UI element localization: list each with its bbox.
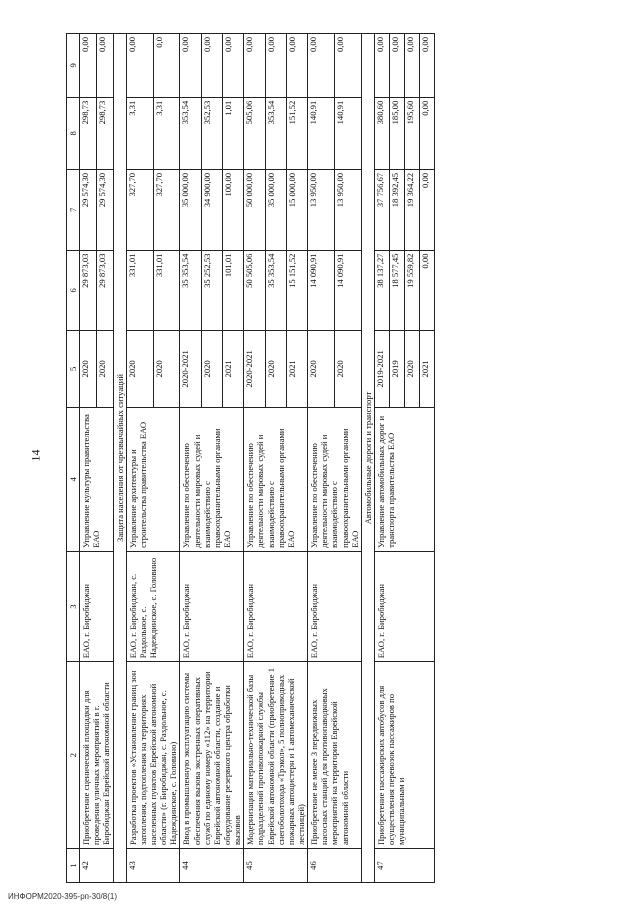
row-number: 44 — [180, 849, 244, 883]
other-cell: 0,00 — [201, 34, 222, 98]
regional-cell: 140,91 — [308, 97, 335, 169]
section-row — [361, 34, 374, 883]
total-cell: 35 353,54 — [265, 250, 286, 331]
regional-cell: 505,06 — [244, 97, 265, 169]
row-number: 42 — [80, 849, 113, 883]
location: ЕАО, г. Биробиджан — [374, 551, 434, 661]
period-cell: 2020 — [334, 331, 361, 407]
row-number: 47 — [374, 849, 434, 883]
period-cell: 2020 — [80, 331, 97, 407]
row-number: 43 — [126, 849, 180, 883]
executor: Управление культуры правительства ЕАО — [80, 407, 113, 551]
period-cell: 2020 — [201, 331, 222, 407]
column-header: 3 — [67, 551, 80, 661]
regional-cell: 1,01 — [222, 97, 243, 169]
regional-cell: 3,31 — [153, 97, 180, 169]
total-cell: 38 137,27 — [374, 250, 389, 331]
row-number: 45 — [244, 849, 308, 883]
period-cell: 2020 — [404, 331, 419, 407]
column-header: 9 — [67, 34, 80, 98]
total-cell: 14 090,91 — [334, 250, 361, 331]
location: ЕАО, г. Биробиджан — [308, 551, 362, 661]
column-header: 5 — [67, 331, 80, 407]
other-cell: 0,00 — [419, 34, 434, 98]
total-cell: 101,01 — [222, 250, 243, 331]
regional-cell: 353,54 — [265, 97, 286, 169]
other-cell: 0,00 — [404, 34, 419, 98]
period-cell: 2020-2021 — [180, 331, 201, 407]
section-title: Автомобильные дороги и транспорт — [361, 34, 374, 883]
federal-cell: 29 574,30 — [80, 169, 97, 250]
total-cell: 331,01 — [153, 250, 180, 331]
measure-name: Приобретение не менее 3 передвижных насосных станций для противопаводковых мероприятий на территории Еврейской автономной области — [308, 662, 362, 849]
table-row — [80, 34, 97, 883]
measure-name: Приобретение пассажирских автобусов для осуществления перевозок пассажиров по муниципальным и — [374, 662, 434, 849]
measure-name: Разработка проектов «Установление границ зон затопления, подтопления на территориях населенных пунктов Еврейской автономной области» (г. Биробиджан, с. Раздольное, с. Надеждинское, с. Головино) — [126, 662, 180, 849]
other-cell: 0,00 — [96, 34, 113, 98]
regional-cell: 3,31 — [126, 97, 153, 169]
other-cell: 0,00 — [180, 34, 201, 98]
federal-cell: 327,70 — [153, 169, 180, 250]
row-number: 46 — [308, 849, 362, 883]
rotated-page — [66, 33, 626, 883]
total-cell: 15 151,52 — [286, 250, 307, 331]
regional-cell: 380,60 — [374, 97, 389, 169]
column-header: 6 — [67, 250, 80, 331]
regional-cell: 185,00 — [389, 97, 404, 169]
location: ЕАО, г. Биробиджан — [244, 551, 308, 661]
period-cell: 2020 — [96, 331, 113, 407]
location: ЕАО, г. Биробиджан — [180, 551, 244, 661]
table-row — [244, 34, 265, 883]
total-cell: 18 577,45 — [389, 250, 404, 331]
regional-cell: 353,54 — [180, 97, 201, 169]
table-row — [308, 34, 335, 883]
total-cell: 29 873,03 — [96, 250, 113, 331]
federal-cell: 0,00 — [419, 169, 434, 250]
regional-cell: 298,73 — [96, 97, 113, 169]
total-cell: 14 090,91 — [308, 250, 335, 331]
total-cell: 35 252,53 — [201, 250, 222, 331]
regional-cell: 151,52 — [286, 97, 307, 169]
program-table — [66, 33, 435, 883]
table-row — [126, 34, 153, 883]
measure-name: Модернизация материально-технической базы подразделений противопожарной службы Еврейской автономной области (приобретение 1 снегоболотохода «Трэкол», 5 полноприводных пожарных автоцистерн и 1 автомеханической лестницей) — [244, 662, 308, 849]
federal-cell: 50 000,00 — [244, 169, 265, 250]
federal-cell: 37 756,67 — [374, 169, 389, 250]
total-cell: 50 505,06 — [244, 250, 265, 331]
federal-cell: 19 364,22 — [404, 169, 419, 250]
federal-cell: 18 392,45 — [389, 169, 404, 250]
other-cell: 0,00 — [286, 34, 307, 98]
other-cell: 0,00 — [374, 34, 389, 98]
column-header: 2 — [67, 662, 80, 849]
executor: Управление по обеспечению деятельности мировых судей и взаимодействию с правоохранительными органами ЕАО — [308, 407, 362, 551]
other-cell: 0,00 — [244, 34, 265, 98]
page-number: 14 — [28, 449, 43, 462]
total-cell: 35 353,54 — [180, 250, 201, 331]
period-cell: 2020 — [153, 331, 180, 407]
period-cell: 2020 — [126, 331, 153, 407]
measure-name: Ввод в промышленную эксплуатацию системы обеспечения вызова экстренных оперативных служб по единому номеру «112» на территории Еврейской автономной области, создание и оборудование резервного центра обработки вызовов — [180, 662, 244, 849]
federal-cell: 35 000,00 — [180, 169, 201, 250]
regional-cell: 298,73 — [80, 97, 97, 169]
federal-cell: 34 900,00 — [201, 169, 222, 250]
other-cell: 0,00 — [334, 34, 361, 98]
federal-cell: 29 574,30 — [96, 169, 113, 250]
federal-cell: 15 000,00 — [286, 169, 307, 250]
column-header: 1 — [67, 849, 80, 883]
location: ЕАО, г. Биробиджан — [80, 551, 113, 661]
other-cell: 0,00 — [126, 34, 153, 98]
column-header: 7 — [67, 169, 80, 250]
period-cell: 2021 — [222, 331, 243, 407]
executor: Управление по обеспечению деятельности мировых судей и взаимодействию с правоохранительными органами ЕАО — [244, 407, 308, 551]
period-cell: 2019-2021 — [374, 331, 389, 407]
federal-cell: 13 950,00 — [334, 169, 361, 250]
table-row — [374, 34, 389, 883]
other-cell: 0,00 — [80, 34, 97, 98]
column-header: 4 — [67, 407, 80, 551]
other-cell: 0,00 — [308, 34, 335, 98]
period-cell: 2020 — [265, 331, 286, 407]
other-cell: 0,00 — [222, 34, 243, 98]
period-cell: 2020-2021 — [244, 331, 265, 407]
period-cell: 2020 — [308, 331, 335, 407]
other-cell: 0,00 — [389, 34, 404, 98]
federal-cell: 35 000,00 — [265, 169, 286, 250]
period-cell: 2021 — [286, 331, 307, 407]
federal-cell: 13 950,00 — [308, 169, 335, 250]
period-cell: 2021 — [419, 331, 434, 407]
total-cell: 0,00 — [419, 250, 434, 331]
regional-cell: 0,00 — [419, 97, 434, 169]
section-row — [113, 34, 126, 883]
other-cell: 0,0 — [153, 34, 180, 98]
executor: Управление архитектуры и строительства правительства ЕАО — [126, 407, 180, 551]
total-cell: 331,01 — [126, 250, 153, 331]
scan-reference: ИНФОРМ2020-395-рп-30/8(1) — [8, 892, 118, 901]
period-cell: 2019 — [389, 331, 404, 407]
other-cell: 0,00 — [265, 34, 286, 98]
total-cell: 29 873,03 — [80, 250, 97, 331]
section-title: Защита населения от чрезвычайных ситуаций — [113, 34, 126, 883]
total-cell: 19 559,82 — [404, 250, 419, 331]
regional-cell: 195,60 — [404, 97, 419, 169]
executor: Управление по обеспечению деятельности мировых судей и взаимодействию с правоохранительными органами ЕАО — [180, 407, 244, 551]
federal-cell: 100,00 — [222, 169, 243, 250]
location: ЕАО, г. Биробиджан, с. Раздольное, с. Надеждинское, с. Головино — [126, 551, 180, 661]
regional-cell: 140,91 — [334, 97, 361, 169]
measure-name: Приобретение сценической площадки для проведения уличных мероприятий в г. Биробиджан Еврейской автономной области — [80, 662, 113, 849]
column-header: 8 — [67, 97, 80, 169]
executor: Управление автомобильных дорог и транспорта правительства ЕАО — [374, 407, 434, 551]
header-row — [67, 34, 80, 883]
federal-cell: 327,70 — [126, 169, 153, 250]
table-row — [180, 34, 201, 883]
regional-cell: 352,53 — [201, 97, 222, 169]
